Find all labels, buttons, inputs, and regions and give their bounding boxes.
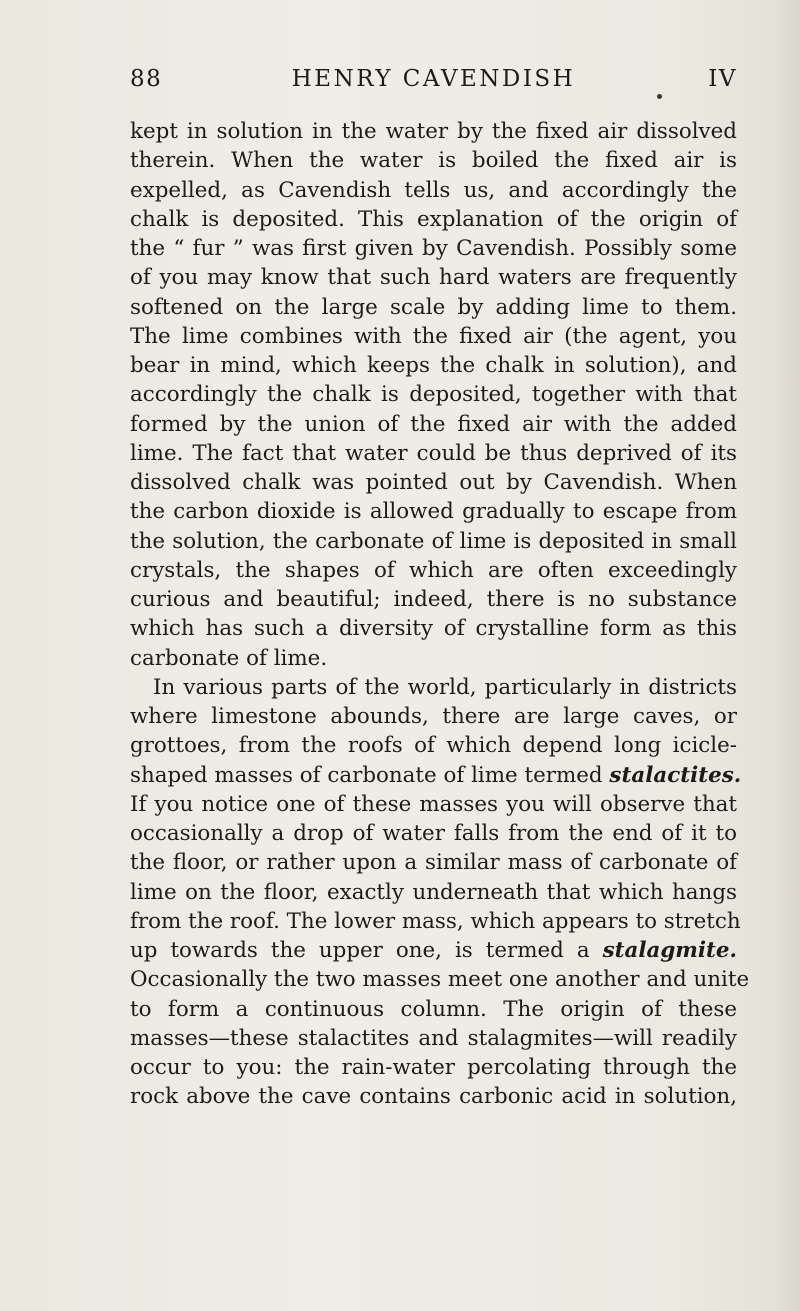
- text-line: of you may know that such hard waters are frequently: [130, 265, 737, 291]
- text-line: occur to you: the rain-water percolating through the: [130, 1055, 737, 1080]
- text-line: crystals, the shapes of which are often exceedingly: [130, 557, 737, 583]
- text-line: where limestone abounds, there are large caves, or: [130, 704, 737, 729]
- book-title: HENRY CAVENDISH: [291, 66, 576, 92]
- text-line: Occasionally the two masses meet one another and unite: [130, 967, 750, 993]
- text-line: expelled, as Cavendish tells us, and accordingly the: [130, 177, 737, 203]
- text-line: softened on the large scale by adding lime to them.: [130, 294, 737, 320]
- text-line: from the roof. The lower mass, which appears to stretch: [130, 908, 741, 934]
- text-segment: shaped masses of carbonate of lime termed: [130, 762, 610, 788]
- text-line: the floor, or rather upon a similar mass of carbonate of: [130, 850, 737, 876]
- text-line: masses—these stalactites and stalagmites—will readily: [130, 1025, 737, 1051]
- text-line: bear in mind, which keeps the chalk in solution), and: [130, 353, 737, 378]
- text-segment: up towards the upper one, is termed a: [130, 938, 603, 963]
- text-line: the solution, the carbonate of lime is deposited in small: [130, 528, 737, 554]
- text-line: lime on the floor, exactly underneath that which hangs: [130, 879, 737, 905]
- text-line: the carbon dioxide is allowed gradually to escape from: [130, 499, 737, 525]
- page-number: 88: [130, 66, 163, 92]
- text-line-with-term: [130, 761, 742, 790]
- text-line: dissolved chalk was pointed out by Cavendish. When: [130, 470, 737, 495]
- text-line: grottoes, from the roofs of which depend long icicle-: [130, 733, 737, 759]
- text-line: the “ fur ” was first given by Cavendish. Possibly some: [130, 236, 737, 261]
- text-line: therein. When the water is boiled the fixed air is: [130, 148, 737, 174]
- body-text: [130, 117, 750, 1112]
- text-line: to form a continuous column. The origin of these: [130, 996, 737, 1022]
- text-line: In various parts of the world, particularly in districts: [153, 674, 737, 700]
- text-line: accordingly the chalk is deposited, together with that: [130, 382, 737, 408]
- text-line: chalk is deposited. This explanation of the origin of: [130, 206, 737, 232]
- term-stalagmite: stalagmite.: [602, 938, 737, 963]
- text-line: The lime combines with the fixed air (the agent, you: [130, 323, 737, 349]
- text-line: lime. The fact that water could be thus deprived of its: [130, 440, 737, 466]
- chapter-numeral: IV: [708, 66, 737, 92]
- printer-dot: [657, 94, 662, 99]
- running-head: [130, 66, 737, 106]
- text-line: carbonate of lime.: [130, 645, 328, 671]
- text-line: which has such a diversity of crystalline form as this: [130, 616, 737, 642]
- paragraph-1: [130, 117, 737, 673]
- text-line: formed by the union of the fixed air with the added: [130, 411, 737, 437]
- paragraph-2: [130, 673, 750, 1112]
- text-line: curious and beautiful; indeed, there is no substance: [130, 587, 737, 612]
- text-line: occasionally a drop of water falls from the end of it to: [130, 821, 737, 846]
- text-line-with-term: [130, 936, 737, 965]
- text-line: If you notice one of these masses you will observe that: [130, 791, 737, 817]
- text-line: kept in solution in the water by the fixed air dissolved: [130, 119, 737, 144]
- term-stalactites: stalactites.: [609, 762, 742, 788]
- text-line: rock above the cave contains carbonic acid in solution,: [130, 1084, 737, 1110]
